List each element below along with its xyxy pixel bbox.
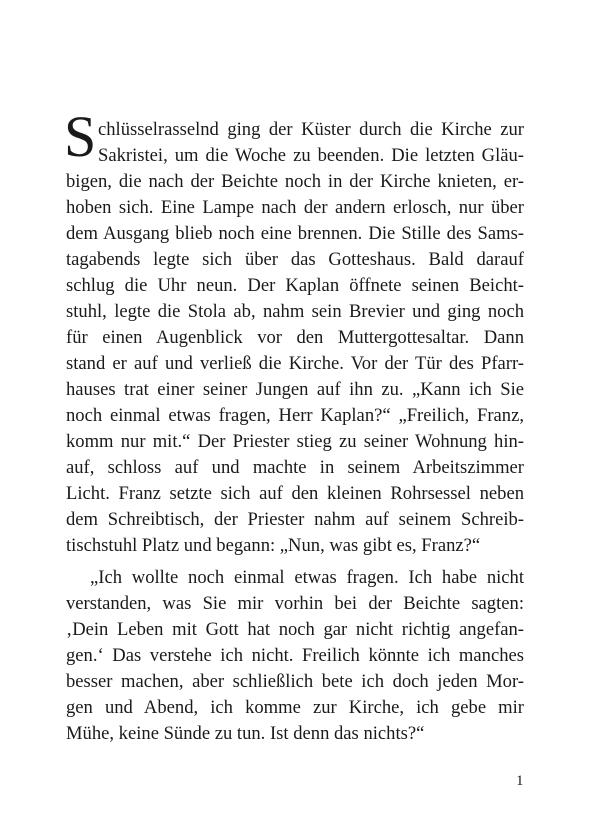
- text-line: chlüsselrasselnd ging der Küster durch die Kirche zur: [98, 119, 524, 140]
- text-line: stand er auf und verließ die Kirche. Vor der Tür des Pfarr-: [66, 353, 524, 374]
- text-line: gen und Abend, ich komme zur Kirche, ich gebe mir: [66, 697, 524, 718]
- text-line: noch einmal etwas fragen, Herr Kaplan?“ „Freilich, Franz,: [66, 405, 524, 426]
- drop-cap: S: [64, 104, 97, 169]
- text-line: hauses trat einer seiner Jungen auf ihn zu. „Kann ich Sie: [66, 379, 524, 400]
- text-line: dem Schreibtisch, der Priester nahm auf seinem Schreib-: [66, 509, 524, 530]
- text-line: komm nur mit.“ Der Priester stieg zu seiner Wohnung hin-: [66, 431, 524, 452]
- text-line: Licht. Franz setzte sich auf den kleinen Rohrsessel neben: [66, 483, 524, 504]
- text-line: besser machen, aber schließlich bete ich doch jeden Mor-: [66, 671, 524, 692]
- text-line: verstanden, was Sie mir vorhin bei der Beichte sagten:: [66, 593, 524, 614]
- text-line: schlug die Uhr neun. Der Kaplan öffnete seinen Beicht-: [66, 275, 524, 296]
- text-line: Mühe, keine Sünde zu tun. Ist denn das nichts?“: [66, 723, 425, 744]
- text-line: für einen Augenblick vor den Muttergottesaltar. Dann: [66, 327, 524, 348]
- text-line: ‚Dein Leben mit Gott hat noch gar nicht richtig angefan-: [66, 619, 524, 640]
- text-line: tischstuhl Platz und begann: „Nun, was gibt es, Franz?“: [66, 535, 481, 556]
- page-number: 1: [516, 773, 524, 789]
- text-line: Sakristei, um die Woche zu beenden. Die letzten Gläu-: [98, 145, 524, 166]
- text-line: gen.‘ Das verstehe ich nicht. Freilich könnte ich manches: [66, 645, 524, 666]
- text-line: „Ich wollte noch einmal etwas fragen. Ich habe nicht: [90, 567, 524, 588]
- text-line: hoben sich. Eine Lampe nach der andern erlosch, nur über: [66, 197, 524, 218]
- text-line: stuhl, legte die Stola ab, nahm sein Brevier und ging noch: [66, 301, 524, 322]
- text-line: bigen, die nach der Beichte noch in der Kirche knieten, er-: [66, 171, 524, 192]
- text-line: auf, schloss auf und machte in seinem Arbeitszimmer: [66, 457, 524, 478]
- text-line: dem Ausgang blieb noch eine brennen. Die Stille des Sams-: [66, 223, 524, 244]
- text-line: tagabends legte sich über das Gotteshaus. Bald darauf: [66, 249, 524, 270]
